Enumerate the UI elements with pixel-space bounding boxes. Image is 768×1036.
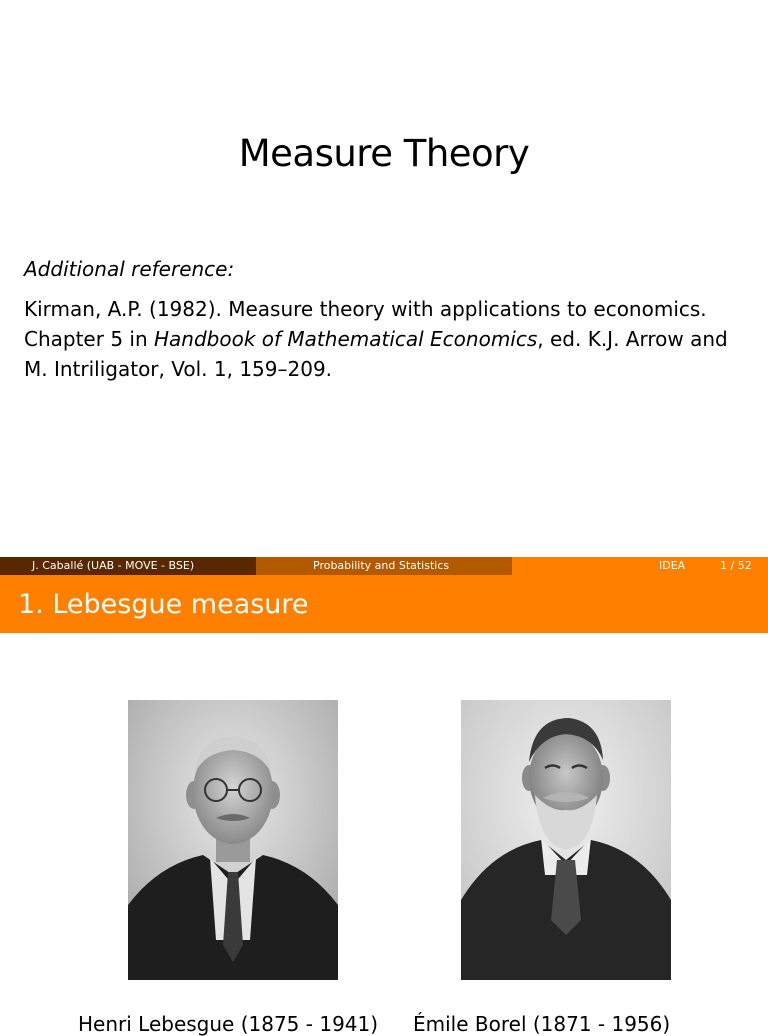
portrait-lebesgue [128,700,338,980]
reference-part1: Kirman, A.P. (1982). Measure theory with applications to economics. Chapter 5 in [24,297,707,351]
reference-text [24,294,754,384]
section-title: 1. Lebesgue measure [18,589,309,620]
reference-label: Additional reference: [24,257,235,281]
footer-page-number: 1 / 52 [720,559,752,572]
caption-borel: Émile Borel (1871 - 1956) [413,1012,671,1036]
reference-book: Handbook of Mathematical Economics [154,327,538,351]
portrait-borel [461,700,671,980]
slide-title: Measure Theory [238,132,530,175]
section-header [0,575,768,633]
caption-lebesgue: Henri Lebesgue (1875 - 1941) [78,1012,379,1036]
footer-author: J. Caballé (UAB - MOVE - BSE) [32,559,195,572]
footer-course: Probability and Statistics [313,559,450,572]
slide-footer [0,557,768,575]
footer-short-title: IDEA [659,559,686,572]
reference-part2: , ed. K.J. Arrow and M. Intriligator, Vol. 1, 159–209. [24,327,728,381]
